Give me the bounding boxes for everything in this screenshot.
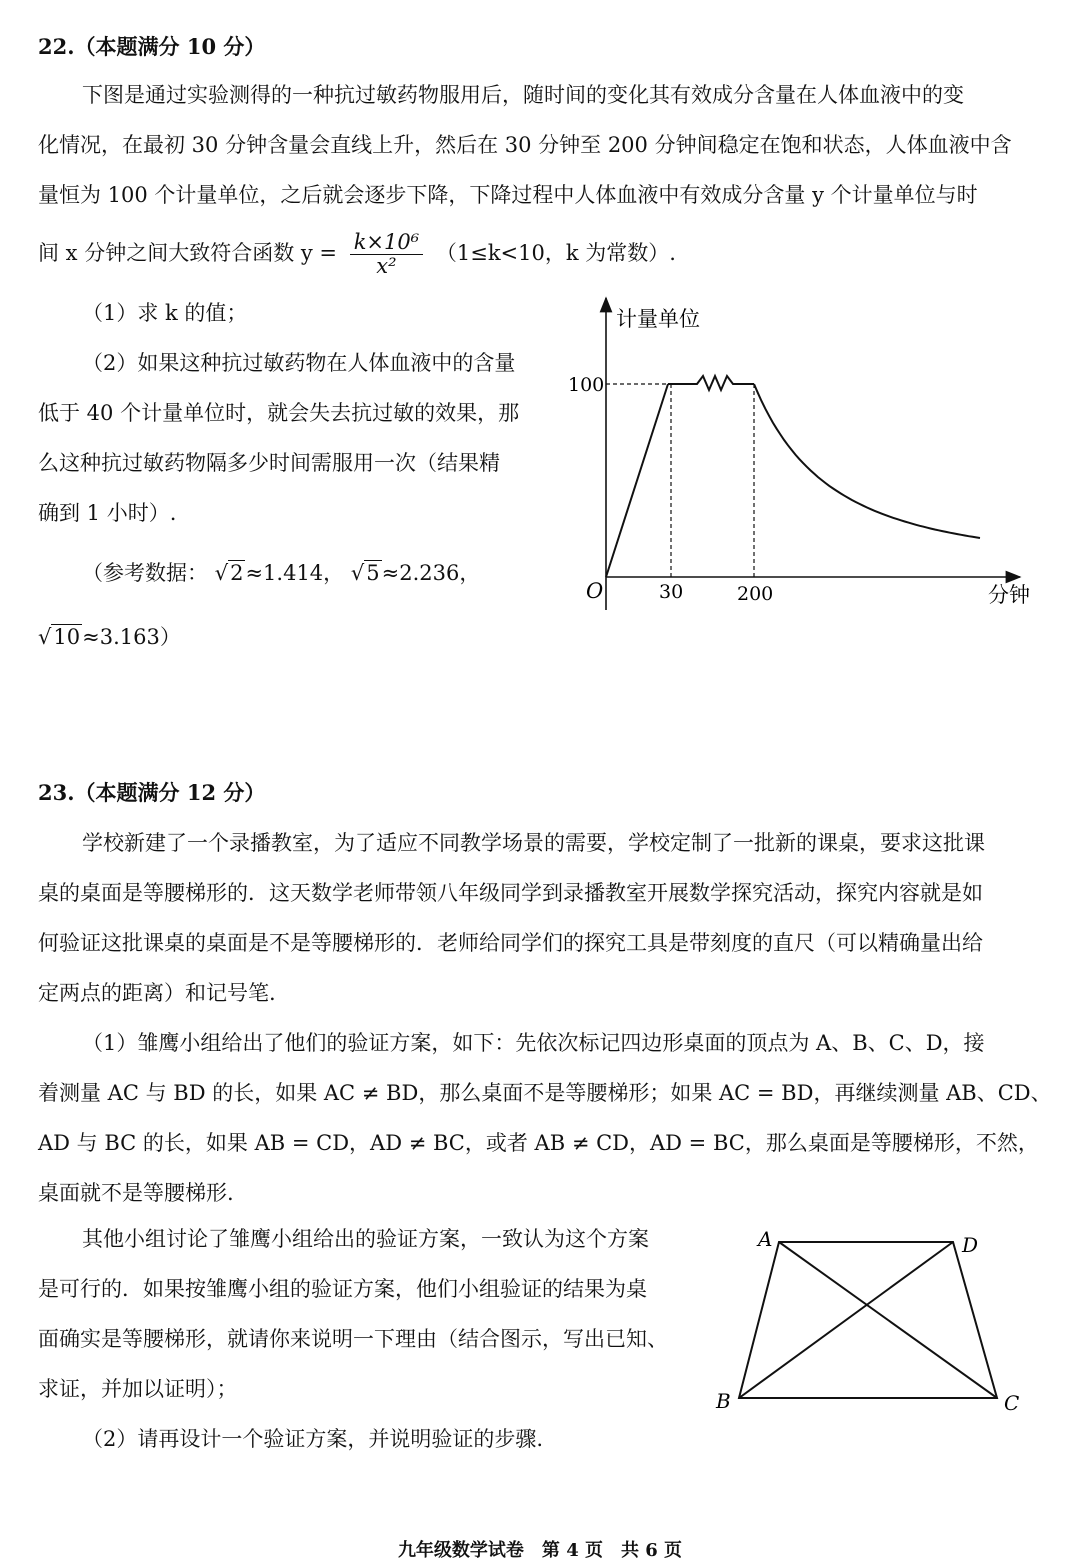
q22-formula-fraction bbox=[350, 231, 423, 278]
trapezoid-abcd bbox=[739, 1242, 997, 1398]
q23-heading: 23.（本题满分 12 分） bbox=[38, 780, 266, 805]
diagonal-bd bbox=[739, 1242, 953, 1398]
q22-formula-denominator: x² bbox=[376, 254, 397, 278]
q22-part2-line-2: 低于 40 个计量单位时，就会失去抗过敏的效果，那 bbox=[38, 401, 520, 425]
chart-decline-curve bbox=[754, 384, 980, 538]
q22-ref-value-1: ≈1.414， bbox=[245, 561, 345, 585]
vertex-label-d: D bbox=[962, 1233, 979, 1257]
q22-formula-numerator: k×10⁶ bbox=[350, 231, 423, 255]
q23-intro-line-1: 学校新建了一个录播教室，为了适应不同教学场景的需要，学校定制了一批新的课桌，要求这批课 bbox=[82, 831, 985, 855]
diagonal-ac bbox=[779, 1242, 997, 1398]
q22-ref-value-3: ≈3.163） bbox=[82, 625, 181, 649]
q23-intro-line-3: 何验证这批课桌的桌面是不是等腰梯形的．老师给同学们的探究工具是带刻度的直尺（可以精确量出给 bbox=[38, 931, 983, 955]
q22-part1: （1）求 k 的值； bbox=[82, 301, 248, 325]
q23-part1-line-4: 桌面就不是等腰梯形. bbox=[38, 1181, 234, 1205]
q23-discussion-line-4: 求证，并加以证明）； bbox=[38, 1377, 238, 1401]
q22-formula-post: （1≤k<10，k 为常数）. bbox=[435, 241, 676, 265]
q22-ref-value-2: ≈2.236， bbox=[381, 561, 481, 585]
chart-y-tick-100: 100 bbox=[568, 374, 605, 396]
q22-formula-line bbox=[38, 228, 676, 278]
q22-ref-sqrt10: √10 bbox=[38, 625, 81, 649]
q23-discussion-line-1: 其他小组讨论了雏鹰小组给出的验证方案，一致认为这个方案 bbox=[82, 1227, 649, 1251]
q23-part2: （2）请再设计一个验证方案，并说明验证的步骤. bbox=[82, 1427, 544, 1451]
vertex-label-c: C bbox=[1004, 1391, 1020, 1415]
chart-x-tick-200: 200 bbox=[737, 583, 774, 605]
q23-intro-line-4: 定两点的距离）和记号笔. bbox=[38, 981, 276, 1005]
q23-part1-line-2: 着测量 AC 与 BD 的长，如果 AC ≠ BD，那么桌面不是等腰梯形；如果 AC = BD，再继续测量 AB、CD、 bbox=[38, 1081, 1052, 1105]
q22-intro-line-3: 量恒为 100 个计量单位，之后就会逐步下降，下降过程中人体血液中有效成分含量 y 个计量单位与时 bbox=[38, 183, 978, 207]
chart-plateau-segment bbox=[668, 376, 754, 390]
q23-discussion-line-3: 面确实是等腰梯形，就请你来说明一下理由（结合图示，写出已知、 bbox=[38, 1327, 668, 1351]
drug-concentration-chart bbox=[560, 290, 1040, 620]
chart-rise-segment bbox=[606, 384, 668, 577]
q22-part2-line-1: （2）如果这种抗过敏药物在人体血液中的含量 bbox=[82, 351, 516, 375]
q22-intro-line-2: 化情况，在最初 30 分钟含量会直线上升，然后在 30 分钟至 200 分钟间稳定在饱和状态，人体血液中含 bbox=[38, 133, 1012, 157]
q22-part2-line-4: 确到 1 小时）. bbox=[38, 501, 177, 525]
q22-formula-pre: 间 x 分钟之间大致符合函数 y = bbox=[38, 241, 338, 265]
q23-discussion-line-2: 是可行的．如果按雏鹰小组的验证方案，他们小组验证的结果为桌 bbox=[38, 1277, 647, 1301]
vertex-label-a: A bbox=[758, 1227, 773, 1251]
chart-origin-label: O bbox=[586, 579, 604, 603]
chart-x-tick-30: 30 bbox=[659, 581, 684, 603]
trapezoid-figure bbox=[700, 1220, 1040, 1420]
q23-part1-line-1: （1）雏鹰小组给出了他们的验证方案，如下：先依次标记四边形桌面的顶点为 A、B、C、D，接 bbox=[82, 1031, 985, 1055]
q22-ref-sqrt5: √5 bbox=[350, 561, 380, 585]
q22-part2-line-3: 么这种抗过敏药物隔多少时间需服用一次（结果精 bbox=[38, 451, 500, 475]
q22-reference-line-2 bbox=[38, 612, 181, 662]
q23-part1-line-3: AD 与 BC 的长，如果 AB = CD，AD ≠ BC，或者 AB ≠ CD，AD = BC，那么桌面是等腰梯形，不然， bbox=[38, 1131, 1039, 1155]
q23-intro-line-2: 桌的桌面是等腰梯形的．这天数学老师带领八年级同学到录播教室开展数学探究活动，探究内容就是如 bbox=[38, 881, 983, 905]
q22-reference-line-1 bbox=[82, 548, 480, 598]
q22-intro-line-1: 下图是通过实验测得的一种抗过敏药物服用后，随时间的变化其有效成分含量在人体血液中的变 bbox=[82, 83, 964, 107]
q22-ref-sqrt2: √2 bbox=[214, 561, 244, 585]
chart-x-label: 分钟 bbox=[988, 583, 1030, 607]
q22-ref-pre: （参考数据： bbox=[82, 561, 208, 585]
vertex-label-b: B bbox=[716, 1389, 731, 1413]
q22-heading: 22.（本题满分 10 分） bbox=[38, 34, 266, 59]
chart-y-label: 计量单位 bbox=[616, 307, 700, 331]
page-footer: 九年级数学试卷 第 4 页 共 6 页 bbox=[397, 1540, 683, 1561]
